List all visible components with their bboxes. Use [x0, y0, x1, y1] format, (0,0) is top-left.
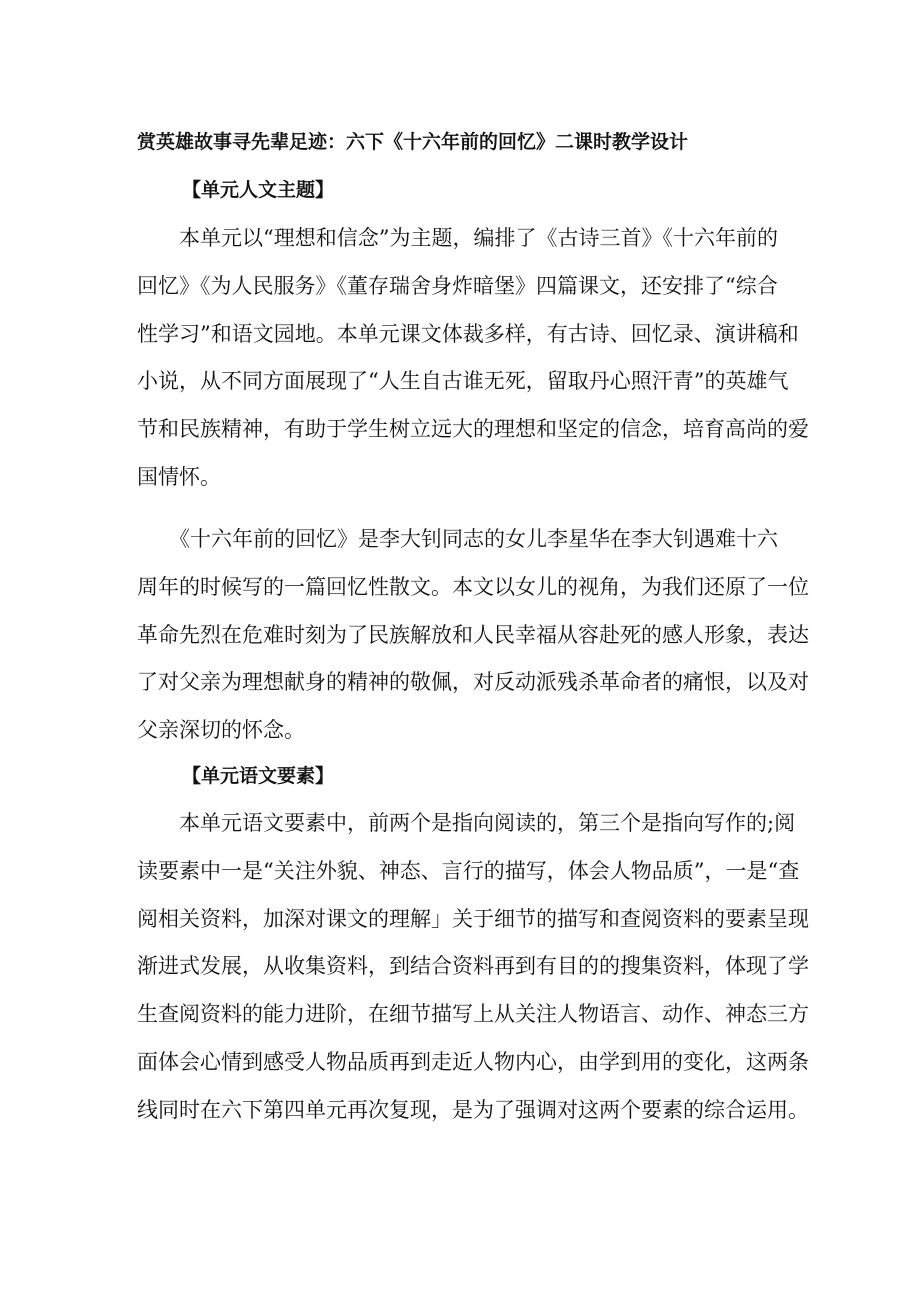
document-title: 赏英雄故事寻先辈足迹：六下《十六年前的回忆》二课时教学设计: [137, 131, 689, 153]
paragraph-line: 读要素中一是“关注外貌、神态、言行的描写，体会人物品质”，一是“查: [137, 858, 800, 883]
paragraph-line: 本单元以“理想和信念”为主题，编排了《古诗三首》《十六年前的: [179, 226, 778, 250]
paragraph-line: 本单元语文要素中，前两个是指向阅读的，第三个是指向写作的;阅: [179, 811, 796, 835]
paragraph-theme-intro: [137, 215, 809, 502]
paragraph-line: 回忆》《为人民服务》《董存瑞舍身炸暗堡》四篇课文，还安排了“综合: [137, 273, 778, 298]
paragraph-line: 革命先烈在危难时刻为了民族解放和人民幸福从容赴死的感人形象，表达: [137, 622, 809, 647]
paragraph-line: 渐进式发展，从收集资料，到结合资料再到有目的的搜集资料，体现了学: [137, 954, 809, 979]
paragraph-text-intro: [137, 516, 809, 755]
paragraph-line: 周年的时候写的一篇回忆性散文。本文以女儿的视角，为我们还原了一位: [137, 574, 809, 599]
paragraph-line: 线同时在六下第四单元再次复现，是为了强调对这两个要素的综合运用。: [137, 1097, 809, 1122]
paragraph-line: 父亲深切的怀念。: [137, 718, 305, 743]
paragraph-line: 面体会心情到感受人物品质再到走近人物内心，由学到用的变化，这两条: [137, 1049, 809, 1074]
paragraph-line: 性学习”和语文园地。本单元课文体裁多样，有古诗、回忆录、演讲稿和: [137, 321, 799, 346]
paragraph-line: 阅相关资料，加深对课文的理解」关于细节的描写和查阅资料的要素呈现: [137, 906, 809, 931]
paragraph-line: 《十六年前的回忆》是李大钊同志的女儿李星华在李大钊遇难十六: [169, 527, 778, 551]
section-heading-elements: 【单元语文要素】: [182, 765, 335, 787]
paragraph-line: 国情怀。: [137, 464, 221, 489]
paragraph-line: 节和民族精神，有助于学生树立远大的理想和坚定的信念，培育高尚的爱: [137, 417, 809, 442]
paragraph-line: 生查阅资料的能力进阶，在细节描写上从关注人物语言、动作、神态三方: [137, 1002, 809, 1027]
paragraph-elements: [137, 800, 809, 1135]
section-heading-theme: 【单元人文主题】: [182, 179, 335, 201]
paragraph-line: 小说，从不同方面展现了“人生自古谁无死，留取丹心照汗青”的英雄气: [137, 369, 789, 394]
paragraph-line: 了对父亲为理想献身的精神的敬佩，对反动派残杀革命者的痛恨，以及对: [137, 670, 809, 695]
